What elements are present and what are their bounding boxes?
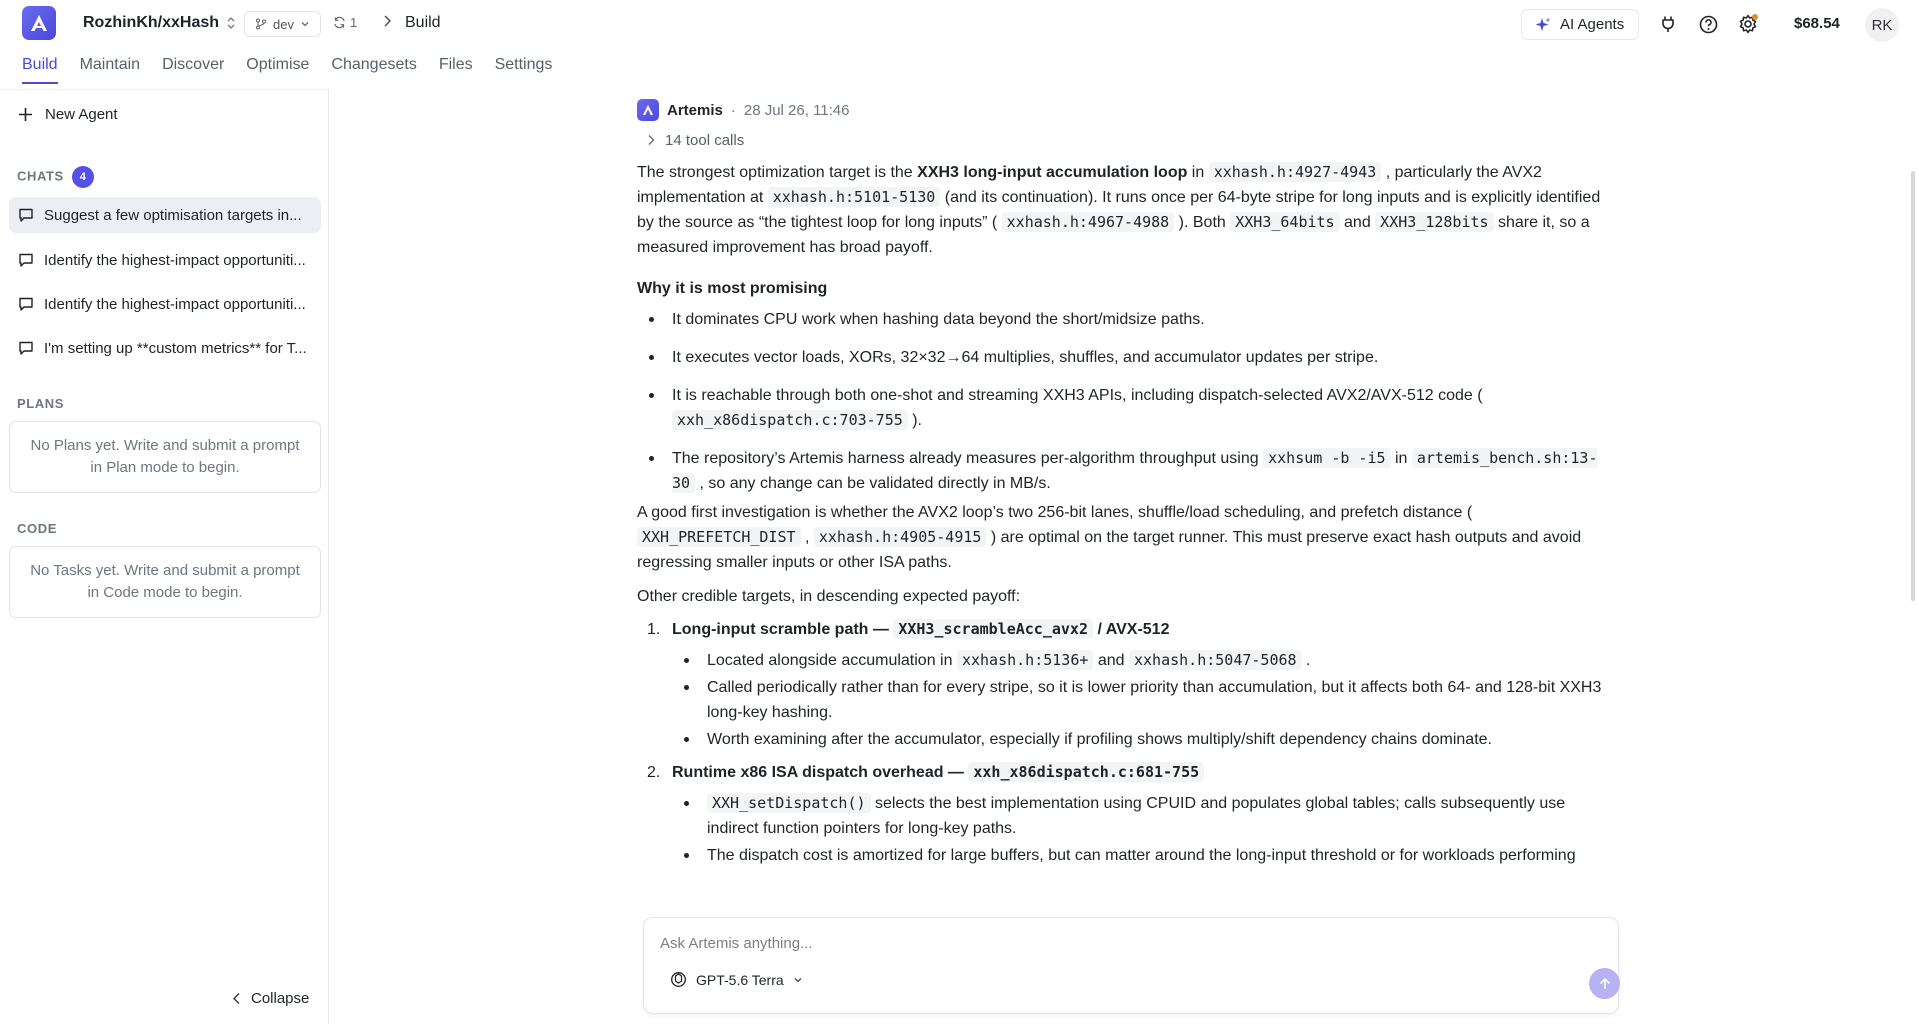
text: .	[1301, 652, 1311, 669]
top-bar	[0, 0, 1919, 48]
ai-agents-button[interactable]	[1521, 9, 1639, 40]
chat-bubble-icon	[18, 207, 34, 223]
list-item	[647, 446, 1617, 496]
chat-title: Suggest a few optimisation targets in...	[44, 206, 302, 224]
chat-panel	[330, 89, 1919, 1024]
investigation-paragraph	[637, 500, 1617, 575]
chevron-right-icon	[382, 14, 392, 31]
tab-build[interactable]: Build	[22, 56, 58, 84]
list-item	[682, 648, 1617, 673]
target-title: Runtime x86 ISA dispatch overhead —	[672, 764, 969, 781]
text: (and its continuation). It runs once per 64-byte stripe for long inputs and is explicitly identified by the source as “the tightest loop for long inputs” (	[637, 189, 1601, 231]
chats-count-badge: 4	[72, 166, 94, 188]
list-number: 2.	[647, 764, 661, 781]
chat-item[interactable]	[9, 330, 321, 366]
plans-section-label: PLANS	[17, 396, 65, 411]
text: , so any change can be validated directly in MB/s.	[695, 475, 1051, 492]
code-ref: XXH_PREFETCH_DIST	[637, 527, 801, 547]
collapse-label: Collapse	[251, 990, 310, 1007]
code-ref: xxh_x86dispatch.c:703-755	[672, 410, 908, 430]
code-ref: XXH_setDispatch()	[707, 793, 871, 813]
chat-item[interactable]	[9, 286, 321, 322]
text: and	[1093, 652, 1129, 669]
text: The repository’s Artemis harness already measures per-algorithm throughput using	[672, 450, 1264, 467]
chevron-down-icon	[300, 19, 310, 29]
ai-agents-label: AI Agents	[1560, 16, 1625, 33]
new-agent-label: New Agent	[45, 106, 118, 123]
chat-title: I'm setting up **custom metrics** for T...	[44, 339, 307, 357]
plug-icon[interactable]	[1657, 13, 1679, 35]
target-title: / AVX-512	[1093, 621, 1170, 638]
tool-calls-label: 14 tool calls	[665, 131, 745, 149]
sync-count: 1	[350, 15, 358, 30]
plus-icon	[18, 107, 33, 122]
code-ref: XXH3_scrambleAcc_avx2	[893, 619, 1093, 639]
tab-maintain[interactable]: Maintain	[79, 56, 141, 73]
chats-label-text: CHATS	[17, 168, 64, 184]
why-list	[647, 307, 1617, 496]
list-item: It executes vector loads, XORs, 32×32→64 multiplies, shuffles, and accumulator updates per stripe.	[647, 345, 1617, 370]
tab-discover[interactable]: Discover	[162, 56, 225, 73]
chevron-updown-icon	[227, 17, 235, 29]
main-tabs	[22, 56, 574, 84]
text: ). Both	[1174, 214, 1231, 231]
chevron-left-icon	[232, 992, 241, 1005]
list-item: It dominates CPU work when hashing data beyond the short/midsize paths.	[647, 307, 1617, 332]
why-heading: Why it is most promising	[637, 280, 828, 297]
list-item: The dispatch cost is amortized for large buffers, but can matter around the long-input threshold or for workloads performing	[682, 843, 1617, 868]
list-item	[647, 617, 1617, 752]
prompt-input[interactable]	[660, 930, 1560, 956]
text: Located alongside accumulation in	[707, 652, 957, 669]
text: ,	[800, 529, 814, 546]
chat-title: Identify the highest-impact opportuniti...	[44, 295, 306, 313]
code-ref: xxhash.h:5047-5068	[1129, 650, 1302, 670]
list-item	[647, 383, 1617, 433]
message-author: Artemis	[667, 101, 723, 119]
scrollbar[interactable]	[1911, 171, 1915, 601]
code-section-label: CODE	[17, 521, 57, 536]
chat-item[interactable]	[9, 242, 321, 278]
sub-list	[682, 648, 1617, 752]
text: , particularly the AVX2 implementation at	[637, 164, 1542, 206]
intro-paragraph	[637, 160, 1617, 260]
text: ).	[907, 412, 922, 429]
tab-optimise[interactable]: Optimise	[246, 56, 310, 73]
message-timestamp: 28 Jul 26, 11:46	[743, 101, 850, 119]
code-ref: xxhash.h:5101-5130	[768, 187, 941, 207]
list-number: 1.	[647, 621, 661, 638]
branch-name: dev	[273, 16, 294, 32]
assistant-message	[637, 99, 1617, 876]
tab-settings[interactable]: Settings	[494, 56, 553, 73]
list-item	[647, 760, 1617, 868]
git-branch-icon	[255, 18, 267, 30]
chats-section-label	[17, 166, 94, 188]
text: selects the best implementation using CPUID and populates global tables; calls subsequently use indirect function pointers for long-key paths.	[707, 795, 1566, 837]
code-ref: xxhash.h:4905-4915	[814, 527, 987, 547]
code-ref: xxhash.h:4967-4988	[1002, 212, 1175, 232]
text: share it, so a measured improvement has broad payoff.	[637, 214, 1590, 256]
avatar[interactable]	[1865, 8, 1899, 42]
other-targets-intro: Other credible targets, in descending expected payoff:	[637, 588, 1021, 605]
model-selector[interactable]	[670, 971, 803, 988]
code-ref: xxhsum -b -i5	[1263, 448, 1390, 468]
arrow-up-icon	[1598, 977, 1612, 991]
repo-selector[interactable]	[83, 14, 235, 32]
list-item: Worth examining after the accumulator, especially if profiling shows multiply/shift dependency chains dominate.	[682, 727, 1617, 752]
artemis-logo	[637, 99, 659, 121]
repo-name: RozhinKh/xxHash	[83, 14, 220, 31]
text: It is reachable through both one-shot and streaming XXH3 APIs, including dispatch-selected AVX2/AVX-512 code (	[672, 387, 1483, 404]
avatar-initials: RK	[1871, 16, 1893, 34]
code-ref: XXH3_128bits	[1375, 212, 1493, 232]
refresh-icon	[333, 16, 346, 29]
help-icon[interactable]	[1697, 13, 1719, 35]
tab-files[interactable]: Files	[438, 56, 473, 73]
code-empty-state: No Tasks yet. Write and submit a prompt in Code mode to begin.	[9, 546, 321, 618]
chat-title: Identify the highest-impact opportuniti...	[44, 251, 306, 269]
chat-bubble-icon	[18, 296, 34, 312]
text: and	[1339, 214, 1376, 231]
code-ref: xxhash.h:4927-4943	[1209, 162, 1382, 182]
new-agent-button[interactable]	[18, 106, 118, 123]
openai-icon	[670, 971, 687, 988]
collapse-sidebar-button[interactable]	[232, 990, 309, 1007]
text: in	[1187, 164, 1209, 181]
chat-bubble-icon	[18, 252, 34, 268]
list-item: Called periodically rather than for every stripe, so it is lower priority than accumulation, but it affects both 64- and 128-bit XXH3 long-key hashing.	[682, 675, 1617, 725]
text: in	[1390, 450, 1412, 467]
tab-changesets[interactable]: Changesets	[331, 56, 417, 73]
app-logo[interactable]	[22, 6, 56, 40]
text: ) are optimal on the target runner. This must preserve exact hash outputs and avoid regressing smaller inputs or other ISA paths.	[637, 529, 1582, 571]
chat-bubble-icon	[18, 340, 34, 356]
message-separator: ·	[730, 101, 736, 119]
targets-list	[647, 617, 1617, 868]
credit-balance[interactable]: $68.54	[1794, 15, 1840, 32]
plans-empty-state: No Plans yet. Write and submit a prompt in Plan mode to begin.	[9, 421, 321, 493]
message-header	[637, 99, 1617, 121]
sidebar	[0, 89, 329, 1024]
chevron-right-icon	[647, 134, 655, 146]
tool-calls-toggle[interactable]	[647, 130, 1617, 150]
bold-text: XXH3 long-input accumulation loop	[917, 164, 1188, 181]
send-button[interactable]	[1589, 968, 1620, 999]
sync-indicator[interactable]	[333, 15, 357, 30]
chat-item[interactable]	[9, 197, 321, 233]
sub-list	[682, 791, 1617, 868]
target-title: Long-input scramble path —	[672, 621, 894, 638]
chevron-down-icon	[793, 975, 803, 985]
sparkle-icon	[1534, 16, 1552, 34]
code-ref: XXH3_64bits	[1230, 212, 1339, 232]
branch-selector[interactable]	[244, 11, 321, 37]
composer	[643, 917, 1619, 1014]
code-ref: artemis_bench.sh:13-30	[672, 449, 1598, 492]
text: A good first investigation is whether the AVX2 loop’s two 256-bit lanes, shuffle/load scheduling, and prefetch distance (	[637, 504, 1473, 521]
code-ref: xxh_x86dispatch.c:681-755	[968, 762, 1204, 782]
list-item	[682, 791, 1617, 841]
code-ref: xxhash.h:5136+	[957, 650, 1093, 670]
gear-icon[interactable]	[1737, 13, 1759, 35]
breadcrumb-current: Build	[405, 14, 441, 31]
model-name: GPT-5.6 Terra	[696, 971, 784, 988]
text: The strongest optimization target is the	[637, 164, 918, 181]
